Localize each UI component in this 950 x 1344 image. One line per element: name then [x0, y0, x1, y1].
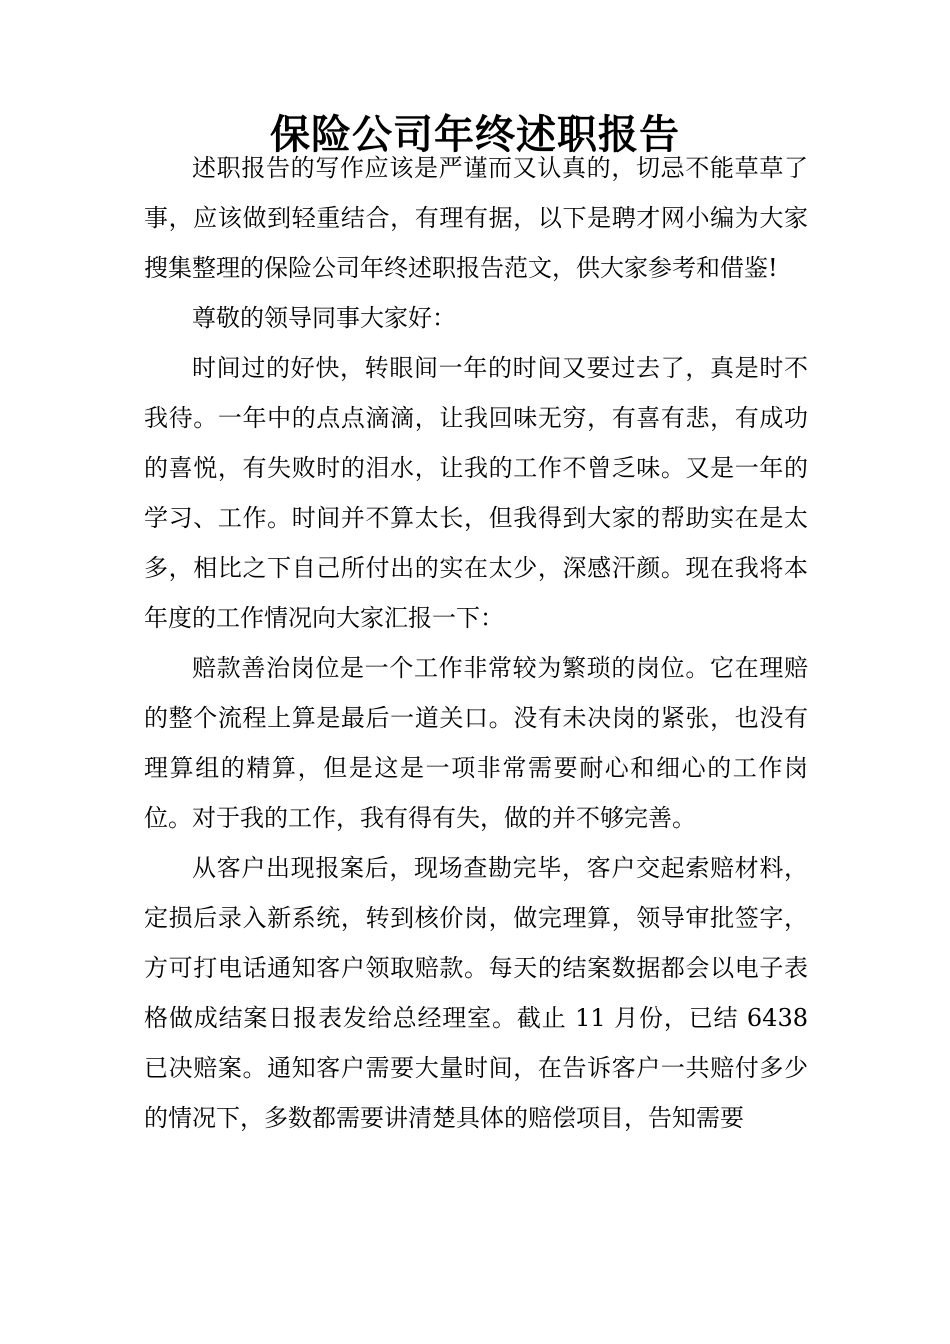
paragraph-greeting: 尊敬的领导同事大家好：	[192, 304, 456, 332]
paragraph-workflow: 从客户出现报案后，现场查勘完毕，客户交起索赔材料，定损后录入新系统，转到核价岗，做完理算，领导审批签字，方可打电话通知客户领取赔款。每天的结案数据都会以电子表格做成结案日报表发给总经理室。截止 11 月份，已结 6438 已决赔案。通知客户需要大量时间，在告诉客户一共赔付多少的情况下，多数都需要讲清楚具体的赔偿项目，告知需要	[144, 854, 808, 1132]
paragraph-intro: 述职报告的写作应该是严谨而又认真的，切忌不能草草了事，应该做到轻重结合，有理有据，以下是聘才网小编为大家搜集整理的保险公司年终述职报告范文，供大家参考和借鉴!	[144, 154, 808, 282]
paragraph-year-review: 时间过的好快，转眼间一年的时间又要过去了，真是时不我待。一年中的点点滴滴，让我回味无穷，有喜有悲，有成功的喜悦，有失败时的泪水，让我的工作不曾乏味。又是一年的学习、工作。时间并不算太长，但我得到大家的帮助实在是太多，相比之下自己所付出的实在太少，深感汗颜。现在我将本年度的工作情况向大家汇报一下：	[144, 354, 808, 632]
document-body	[144, 143, 808, 1143]
paragraph-position-description: 赔款善治岗位是一个工作非常较为繁琐的岗位。它在理赔的整个流程上算是最后一道关口。没有未决岗的紧张，也没有理算组的精算，但是这是一项非常需要耐心和细心的工作岗位。对于我的工作，我有得有失，做的并不够完善。	[144, 654, 808, 832]
document-title: 保险公司年终述职报告	[270, 111, 680, 158]
